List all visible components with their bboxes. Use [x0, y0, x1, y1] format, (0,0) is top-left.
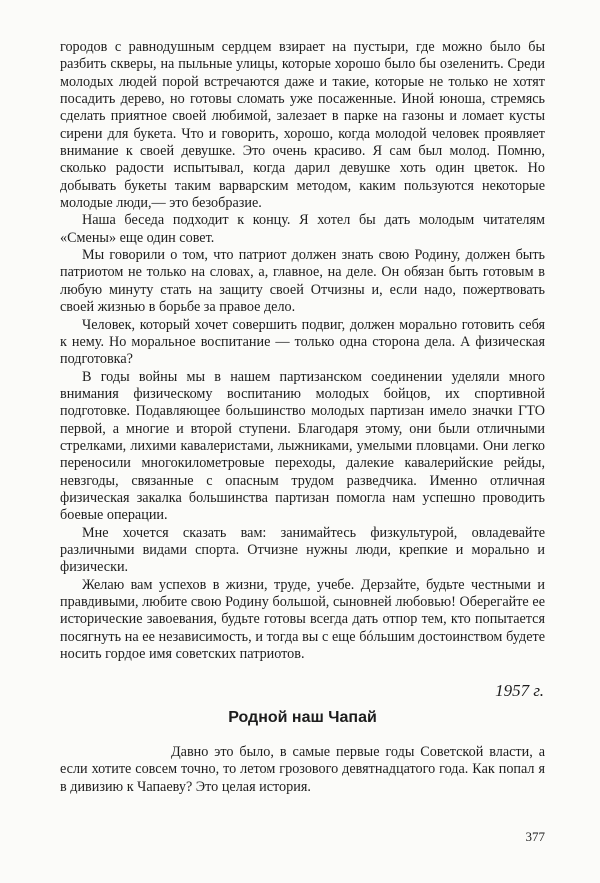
chapter-opening [60, 744, 545, 796]
paragraph: Мне хочется сказать вам: занимайтесь физкультурой, овладевайте различными видами спорта. Отчизне нужны люди, крепкие и морально и физически. [60, 524, 545, 576]
date-signature: 1957 г. [495, 681, 544, 700]
paragraph: Желаю вам успехов в жизни, труде, учебе. Дерзайте, будьте честными и правдивыми, любите свою Родину большой, сыновней любовью! Оберегайте ее исторические завоевания, будьте готовы всегда дать отпор тем, кто попытается посягнуть на ее независимость, и тогда вы с еще бóльшим достоинством будете носить гордое имя советских патриотов. [60, 576, 545, 663]
main-text [60, 39, 545, 663]
section-title: Родной наш Чапай [228, 709, 377, 726]
paragraph: Мы говорили о том, что патриот должен знать свою Родину, должен быть патриотом не только на словах, а, главное, на деле. Он обязан быть готовым в любую минуту стать на защиту своей Отчизны и, если надо, пожертвовать своей жизнью в борьбе за правое дело. [60, 247, 545, 316]
paragraph: Давно это было, в самые первые годы Советской власти, а если хотите совсем точно, то летом грозового девятнадцатого года. Как попал я в дивизию к Чапаеву? Это целая история. [60, 744, 545, 795]
paragraph: Наша беседа подходит к концу. Я хотел бы дать молодым читателям «Смены» еще один совет. [60, 212, 545, 246]
page-number: 377 [525, 829, 545, 844]
paragraph: В годы войны мы в нашем партизанском соединении уделяли много внимания физическому воспитанию молодых бойцов, их спортивной подготовке. Подавляющее большинство молодых партизан имело значки ГТО первой, а многие и второй ступени. Благодаря этому, они были отличными стрелками, лихими кавалеристами, лыжниками, умелыми пловцами. Они легко переносили многокилометровые переходы, далекие кавалерийские рейды, невзгоды, связанные с опасным трудом разведчика. Именно отличная физическая закалка большинства партизан помогла нам успешно проводить боевые операции. [60, 368, 545, 524]
paragraph-continued: городов с равнодушным сердцем взирает на пустыри, где можно было бы разбить скверы, на пыльные улицы, которые хорошо было бы озеленить. Среди молодых людей порой встречаются даже и такие, которые не только не хотят посадить дерево, но готовы сломать уже посаженные. Иной юноша, стремясь сделать приятное своей любимой, залезает в парке на газоны и ломает кусты сирени для букета. Что и говорить, хорошо, когда молодой человек проявляет внимание к своей девушке. Это очень красиво. Я сам был молод. Помню, сколько радости испытывал, когда дарил девушке хоть один цветок. Но добывать букеты таким варварским методом, каким пользуются некоторые молодые люди,— это безобразие. [60, 39, 545, 212]
paragraph: Человек, который хочет совершить подвиг, должен морально готовить себя к нему. Но моральное воспитание — только одна сторона дела. А физическая подготовка? [60, 316, 545, 368]
